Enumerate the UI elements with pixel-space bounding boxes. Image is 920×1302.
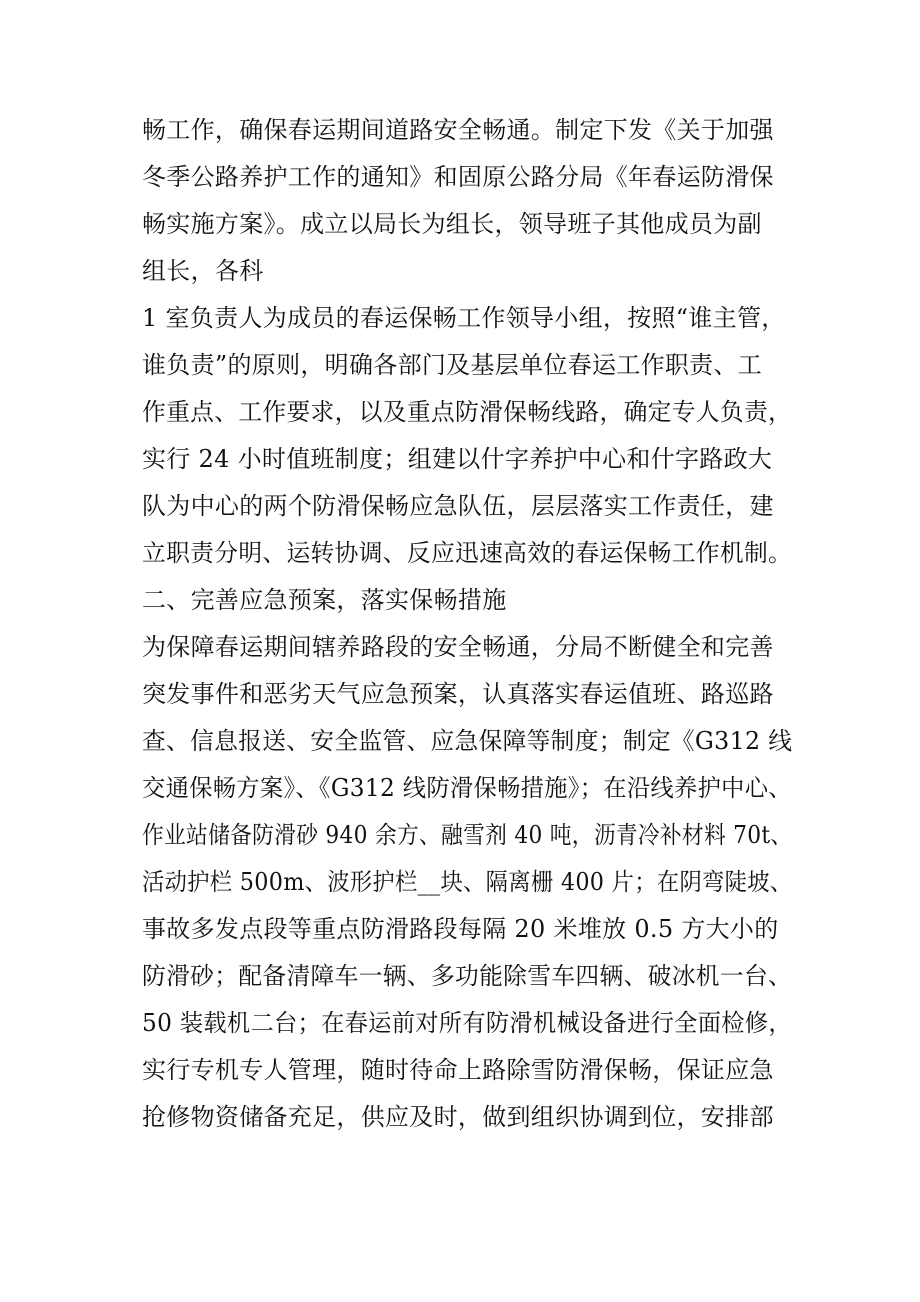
text-line: 事故多发点段等重点防滑路段每隔 20 米堆放 0.5 方大小的 [142, 915, 779, 943]
text-line: 50 装载机二台；在春运前对所有防滑机械设备进行全面检修， [142, 1009, 792, 1037]
text-line: 实行 24 小时值班制度；组建以什字养护中心和什字路政大 [142, 445, 773, 473]
text-line: 冬季公路养护工作的通知》和固原公路分局《年春运防滑保 [142, 163, 774, 191]
text-line: 实行专机专人管理，随时待命上路除雪防滑保畅，保证应急 [142, 1056, 774, 1084]
text-line: 查、信息报送、安全监管、应急保障等制度；制定《G312 线 [142, 727, 793, 755]
section-heading: 二、完善应急预案，落实保畅措施 [142, 586, 507, 614]
document-body [142, 107, 792, 1141]
text-line: 抢修物资储备充足，供应及时，做到组织协调到位，安排部 [142, 1103, 774, 1131]
text-line: 为保障春运期间辖养路段的安全畅通，分局不断健全和完善 [142, 633, 774, 661]
text-line: 1 室负责人为成员的春运保畅工作领导小组，按照“谁主管， [142, 304, 786, 332]
text-line: 组长，各科 [142, 257, 264, 285]
text-line: 作业站储备防滑砂 940 余方、融雪剂 40 吨，沥青冷补材料 70t、 [142, 821, 793, 849]
text-line: 活动护栏 500m、波形护栏__块、隔离栅 400 片；在阴弯陡坡、 [142, 868, 793, 896]
text-line: 谁负责”的原则，明确各部门及基层单位春运工作职责、工 [142, 351, 763, 379]
text-line: 畅工作，确保春运期间道路安全畅通。制定下发《关于加强 [142, 116, 774, 144]
text-line: 防滑砂；配备清障车一辆、多功能除雪车四辆、破冰机一台、 [142, 962, 793, 990]
text-line: 畅实施方案》。成立以局长为组长，领导班子其他成员为副 [142, 210, 762, 238]
text-line: 立职责分明、运转协调、反应迅速高效的春运保畅工作机制。 [142, 539, 793, 567]
text-line: 作重点、工作要求，以及重点防滑保畅线路，确定专人负责， [142, 398, 793, 426]
text-line: 突发事件和恶劣天气应急预案，认真落实春运值班、路巡路 [142, 680, 774, 708]
text-line: 交通保畅方案》、《G312 线防滑保畅措施》；在沿线养护中心、 [142, 774, 792, 802]
text-line: 队为中心的两个防滑保畅应急队伍，层层落实工作责任，建 [142, 492, 774, 520]
